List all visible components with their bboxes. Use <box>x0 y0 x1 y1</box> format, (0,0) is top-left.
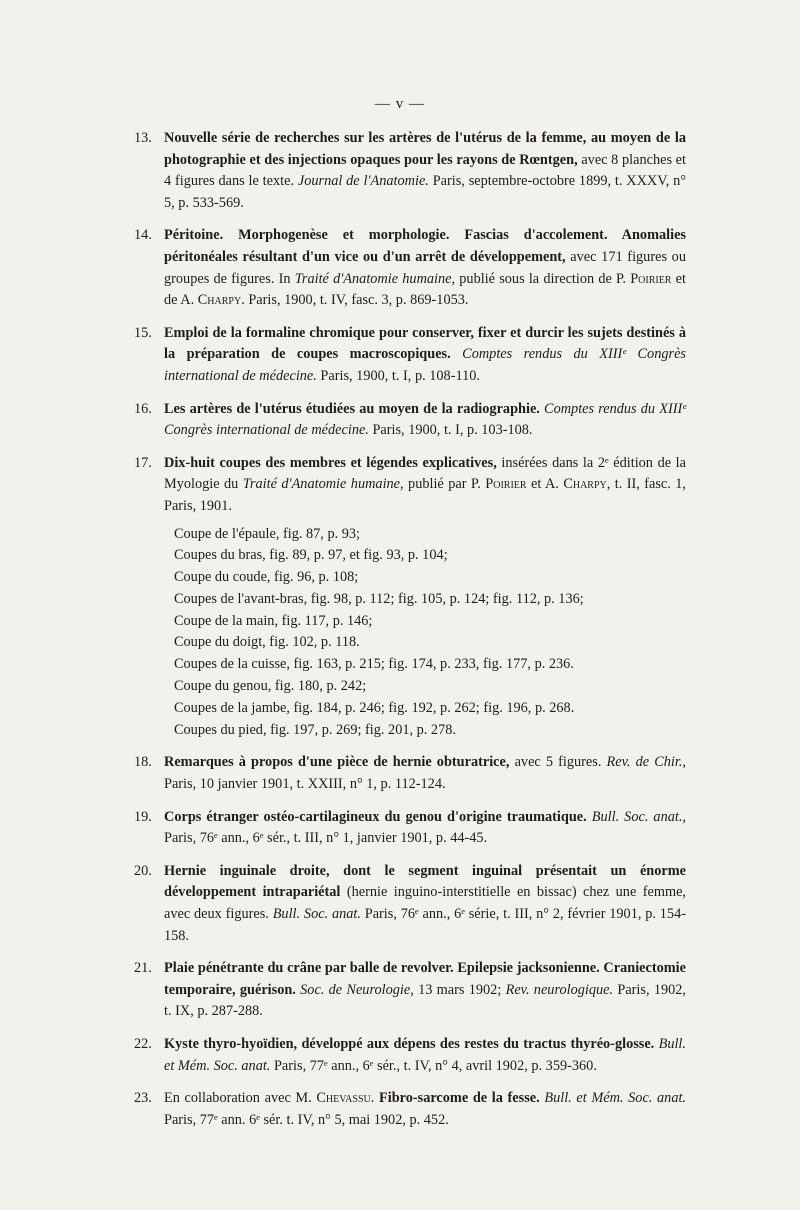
entry-journal: Bull. Soc. anat., <box>586 808 686 825</box>
entry-author: Charpy <box>197 292 242 309</box>
entry-number: 20. <box>134 862 152 879</box>
entry-citation: . Paris, 1900, t. IV, fasc. 3, p. 869-1053. <box>241 292 469 309</box>
entry-citation: Paris, 77ᵉ ann. 6ᵉ sér. t. IV, n° 5, mai 1902, p. 452. <box>164 1111 449 1128</box>
list-item: Coupes de l'avant-bras, fig. 98, p. 112; fig. 105, p. 124; fig. 112, p. 136; <box>174 590 584 607</box>
entry-title: Nouvelle série de recherches sur les artères de l'utérus de la femme, au moyen de la photographie et des injections opaques pour les rayons de Rœntgen, <box>164 130 686 168</box>
page-number: — v — <box>375 96 425 112</box>
entry-text: avec 8 planches et 4 figures dans le texte. <box>164 151 687 190</box>
list-item: Coupes du bras, fig. 89, p. 97, et fig. 93, p. 104; <box>174 547 448 564</box>
entry-journal: Soc. de Neurologie, <box>295 981 414 998</box>
bibliography-entry-15 <box>134 323 686 388</box>
entry-journal: Bull. et Mém. Soc. anat. <box>539 1090 687 1107</box>
list-item: Coupes de la cuisse, fig. 163, p. 215; fig. 174, p. 233, fig. 177, p. 236. <box>174 656 574 673</box>
entry-text: et A. <box>526 476 564 493</box>
entry-text: et de A. <box>164 270 686 309</box>
entry-citation: Paris, 76ᵉ ann., 6ᵉ sér., t. III, n° 1, janvier 1901, p. 44-45. <box>164 830 488 847</box>
entry-author: Chevassu <box>316 1090 371 1107</box>
entry-number: 21. <box>134 960 152 977</box>
entry-citation: Paris, 10 janvier 1901, t. XXIII, n° 1, p. 112-124. <box>164 776 446 793</box>
entry-journal: Rev. neurologique. <box>505 981 614 998</box>
entry-number: 17. <box>134 454 152 471</box>
list-item: Coupe du doigt, fig. 102, p. 118. <box>174 634 360 651</box>
entry-title: Corps étranger ostéo-cartilagineux du genou d'origine traumatique. <box>164 808 587 825</box>
bibliography-list <box>134 128 687 1142</box>
entry-citation: , t. II, fasc. 1, Paris, 1901. <box>164 476 687 514</box>
entry-title: Emploi de la formaline chromique pour conserver, fixer et durcir les sujets destinés à la préparation de coupes macroscopiques. <box>164 324 686 363</box>
entry-author: Poirier <box>630 270 672 287</box>
bibliography-entry-17 <box>134 453 687 742</box>
entry-citation: Paris, 1900, t. I, p. 108-110. <box>316 367 480 384</box>
entry-text: 13 mars 1902; <box>413 981 506 998</box>
entry-author: Charpy <box>563 476 607 493</box>
entry-text: avec 5 figures. <box>509 754 607 771</box>
bibliography-entry-23 <box>134 1088 687 1131</box>
entry-text: publié sous la direction de P. <box>455 270 631 287</box>
entry-number: 23. <box>134 1090 152 1107</box>
bibliography-entry-22 <box>134 1034 686 1077</box>
list-item: Coupes de la jambe, fig. 184, p. 246; fig. 192, p. 262; fig. 196, p. 268. <box>174 699 575 716</box>
entry-journal: Journal de l'Anatomie. <box>297 173 429 190</box>
entry-number: 22. <box>134 1036 152 1052</box>
entry-number: 16. <box>134 400 152 417</box>
entry-citation: Paris, septembre-octobre 1899, t. XXXV, n° 5, p. 533-569. <box>164 173 687 211</box>
section-cuts-list <box>174 524 686 742</box>
entry-title: Kyste thyro-hyoïdien, développé aux dépens des restes du tractus thyréo-glosse. <box>164 1036 655 1052</box>
bibliography-entry-20 <box>134 861 687 947</box>
entry-text: (hernie inguino-interstitielle en bissac) chez une femme, avec deux figures. <box>164 884 687 923</box>
bibliography-entry-16 <box>134 399 686 442</box>
entry-number: 18. <box>134 754 152 771</box>
entry-journal: Comptes rendus du XIIIᵉ Congrès international de médecine. <box>164 346 686 384</box>
bibliography-entry-18 <box>134 752 686 795</box>
entry-number: 19. <box>134 808 152 825</box>
list-item: Coupe de la main, fig. 117, p. 146; <box>174 612 373 629</box>
entry-citation: Paris, 77ᵉ ann., 6ᵉ sér., t. IV, n° 4, avril 1902, p. 359-360. <box>270 1057 597 1074</box>
list-item: Coupe du genou, fig. 180, p. 242; <box>174 678 367 695</box>
entry-text: En collaboration avec M. <box>164 1090 317 1107</box>
list-item: Coupes du pied, fig. 197, p. 269; fig. 201, p. 278. <box>174 721 456 738</box>
entry-citation: Paris, 76ᵉ ann., 6ᵉ série, t. III, n° 2, février 1901, p. 154-158. <box>164 906 686 944</box>
entry-title: Fibro-sarcome de la fesse. <box>378 1090 540 1107</box>
entry-number: 15. <box>134 324 152 341</box>
entry-text: insérées dans la 2ᵉ édition de la Myologie du <box>164 454 686 493</box>
entry-number: 13. <box>134 130 152 146</box>
entry-citation: Paris, 1902, t. IX, p. 287-288. <box>164 981 686 1020</box>
entry-title: Péritoine. Morphogenèse et morphologie. Fascias d'accolement. Anomalies péritonéales résultant d'un vice ou d'un arrêt de développement, <box>164 227 686 265</box>
entry-journal: Traité d'Anatomie humaine, <box>242 476 404 493</box>
entry-title: Dix-huit coupes des membres et légendes explicatives, <box>164 454 497 471</box>
bibliography-entry-13 <box>134 128 687 214</box>
entry-text: publié par P. <box>403 476 486 493</box>
entry-journal: Bull. et Mém. Soc. anat. <box>164 1036 686 1074</box>
entry-author: Poirier <box>485 476 527 493</box>
list-item: Coupe du coude, fig. 96, p. 108; <box>174 569 359 586</box>
bibliography-entry-19 <box>134 807 686 850</box>
entry-journal: Traité d'Anatomie humaine, <box>294 270 456 287</box>
entry-title: Remarques à propos d'une pièce de hernie obturatrice, <box>164 754 510 771</box>
bibliography-entry-14 <box>134 225 686 311</box>
entry-number: 14. <box>134 227 152 244</box>
entry-title: Les artères de l'utérus étudiées au moyen de la radiographie. <box>164 400 540 417</box>
entry-journal: Bull. Soc. anat. <box>272 906 361 923</box>
entry-title: Plaie pénétrante du crâne par balle de revolver. Epilepsie jacksonienne. Craniectomie temporaire, guérison. <box>164 960 686 998</box>
bibliography-entry-21 <box>134 958 686 1023</box>
entry-title: Hernie inguinale droite, dont le segment inguinal présentait un énorme développement intrapariétal <box>164 862 686 901</box>
list-item: Coupe de l'épaule, fig. 87, p. 93; <box>174 525 361 542</box>
entry-text: avec 171 figures ou groupes de figures. In <box>164 248 686 287</box>
entry-text: . <box>370 1090 379 1107</box>
entry-journal: Rev. de Chir., <box>606 754 686 771</box>
entry-journal: Comptes rendus du XIIIᵉ Congrès international de médecine. <box>164 400 686 439</box>
entry-citation: Paris, 1900, t. I, p. 103-108. <box>368 422 533 439</box>
